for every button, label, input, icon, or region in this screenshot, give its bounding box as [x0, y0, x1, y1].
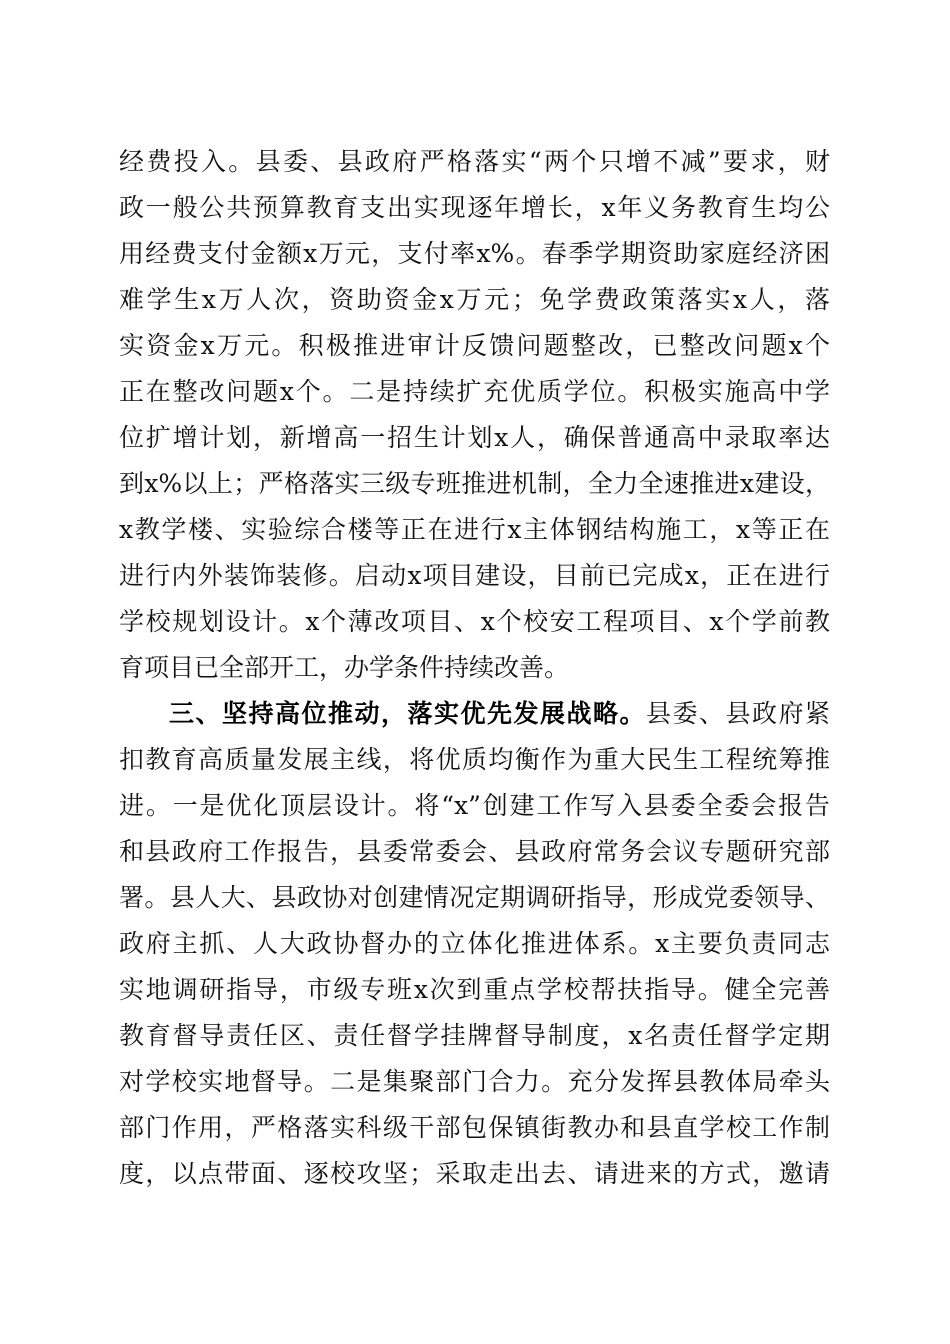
body-text-line: 对学校实地督导。二是集聚部门合力。充分发挥县教体局牵头	[119, 1067, 830, 1096]
body-text-line: 政府主抓、人大政协督办的立体化推进体系。x主要负责同志	[119, 929, 830, 958]
body-text-line: 进。一是优化顶层设计。将“x”创建工作写入县委全委会报告	[119, 791, 830, 820]
body-text-line: 到x%以上；严格落实三级专班推进机制，全力全速推进x建设，	[119, 469, 830, 498]
body-text-line: 经费投入。县委、县政府严格落实“两个只增不减”要求，财	[119, 147, 830, 176]
section-heading: 三、坚持高位推动，落实优先发展战略。	[169, 699, 646, 728]
body-text-line: 实地调研指导，市级专班x次到重点学校帮扶指导。健全完善	[119, 975, 830, 1004]
body-text-line: 进行内外装饰装修。启动x项目建设，目前已完成x，正在进行	[119, 561, 830, 590]
body-text-line: 教育督导责任区、责任督学挂牌督导制度，x名责任督学定期	[119, 1021, 830, 1050]
body-text-line: 实资金x万元。积极推进审计反馈问题整改，已整改问题x个	[119, 331, 830, 360]
body-text-line: 和县政府工作报告，县委常委会、县政府常务会议专题研究部	[119, 837, 830, 866]
body-text-line: 育项目已全部开工，办学条件持续改善。	[119, 653, 570, 682]
body-text-line: 正在整改问题x个。二是持续扩充优质学位。积极实施高中学	[119, 377, 830, 406]
body-text-line: 学校规划设计。x个薄改项目、x个校安工程项目、x个学前教	[119, 607, 830, 636]
body-text-line: 部门作用，严格落实科级干部包保镇街教办和县直学校工作制	[119, 1113, 830, 1142]
body-text-fragment: 县委、县政府紧	[645, 699, 830, 728]
body-text-line: x教学楼、实验综合楼等正在进行x主体钢结构施工，x等正在	[119, 515, 830, 544]
body-text-line: 扣教育高质量发展主线，将优质均衡作为重大民生工程统筹推	[119, 745, 830, 774]
body-text-line: 政一般公共预算教育支出实现逐年增长，x年义务教育生均公	[119, 193, 830, 222]
body-text-line: 度，以点带面、逐校攻坚；采取走出去、请进来的方式，邀请	[119, 1159, 830, 1188]
body-text-line: 位扩增计划，新增高一招生计划x人，确保普通高中录取率达	[119, 423, 830, 452]
body-text-line: 用经费支付金额x万元，支付率x%。春季学期资助家庭经济困	[119, 239, 830, 268]
body-text-line: 署。县人大、县政协对创建情况定期调研指导，形成党委领导、	[119, 883, 830, 912]
section-heading-line	[119, 694, 830, 734]
body-text-line: 难学生x万人次，资助资金x万元；免学费政策落实x人，落	[119, 285, 830, 314]
